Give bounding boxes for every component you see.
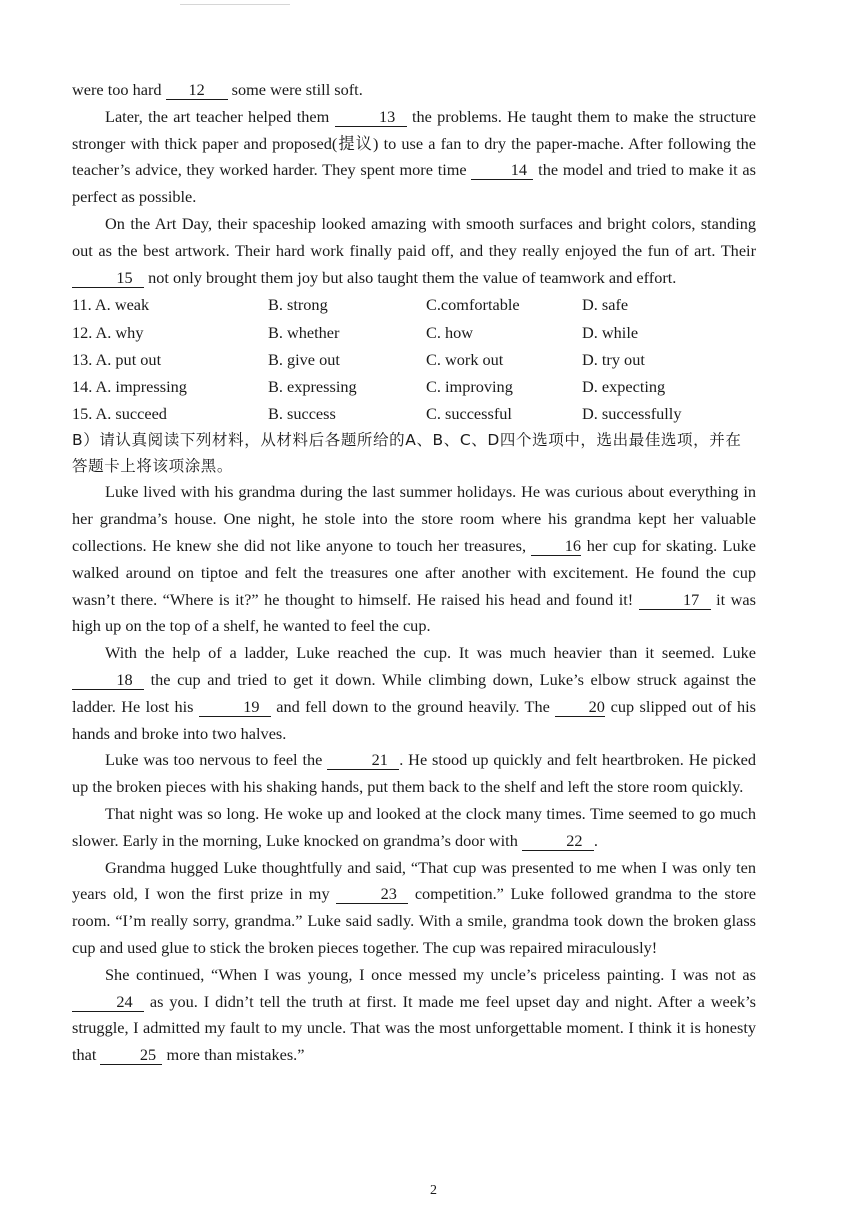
text: Luke was too nervous to feel the [105,750,328,770]
blank-13: 13 [335,107,407,127]
scan-mark [180,4,290,5]
passage-b-paragraph-6 [72,962,756,1069]
option-d: D. safe [582,295,629,315]
text: Later, the art teacher helped them [105,106,335,126]
text: were too hard [72,80,166,99]
text: cup slipped out of his hands and broke into two halves. [72,696,757,743]
text: as you. I didn’t tell the truth at first. It made me feel upset day and night. After a week’s struggle, I admitted my fault to my uncle. That was the most unforgettable moment. I think it is honesty that [72,991,756,1065]
option-d: D. while [582,322,639,342]
text: it was high up on the top of a shelf, he wanted to feel the cup. [72,589,756,636]
text: Grandma hugged Luke thoughtfully and said, “That cup was presented to me when I was only ten years old, I won the first prize in my [72,857,756,904]
text: That night was so long. He woke up and looked at the clock many times. Time seemed to go much slower. Early in the morning, Luke knocked on grandma’s door with [72,803,756,850]
text: competition.” Luke followed grandma to the store room. “I’m really sorry, grandma.” Luke said sadly. With a smile, grandma took down the broken glass cup and used glue to stick the broken pieces together. The cup was repaired miraculously! [72,884,756,957]
option-c: C. successful [426,404,512,424]
passage-a-paragraph-2 [72,104,756,211]
option-c: C. improving [426,376,513,396]
text: She continued, “When I was young, I once messed my uncle’s priceless painting. I was not as [105,964,756,984]
option-a: 15. A. succeed [72,404,167,424]
blank-18: 18 [72,670,144,690]
option-a: 11. A. weak [72,295,150,315]
option-d: D. successfully [582,404,682,424]
blank-14: 14 [471,160,533,180]
text: more than mistakes.” [162,1045,305,1065]
option-a: 14. A. impressing [72,376,187,396]
passage-b-paragraph-5 [72,855,756,962]
text: Luke lived with his grandma during the last summer holidays. He was curious about everything in her grandma’s house. One night, he stole into the store room where his grandma kept her valuable collections. He knew she did not like anyone to touch her treasures, [72,482,756,555]
passage-b-paragraph-4 [72,801,756,855]
page-number: 2 [430,1183,437,1198]
text: . [593,830,598,850]
option-row [72,400,756,427]
text: On the Art Day, their spaceship looked amazing with smooth surfaces and bright colors, standing out as the best artwork. Their hard work finally paid off, and they really enjoyed the fun of art. Their [72,213,756,260]
option-b: B. success [268,404,336,424]
option-row [72,373,756,400]
option-row [72,319,756,346]
passage-b-paragraph-2 [72,640,756,747]
blank-17: 17 [639,590,711,610]
text: the problems. He taught them to make the structure stronger with thick paper and proposed(提议) to use a fan to dry the paper-mache. After following the teacher’s advice, they worked harder. They spent more time [72,106,756,180]
options-list [72,291,756,427]
option-c: C. how [426,322,474,342]
option-d: D. try out [582,349,645,369]
blank-22: 22 [522,831,594,851]
text: some were still soft. [227,80,363,99]
option-b: B. strong [268,295,328,315]
option-row [72,346,756,373]
text: With the help of a ladder, Luke reached the cup. It was much heavier than it seemed. Luke [105,643,756,663]
blank-12: 12 [166,80,228,100]
passage-a-line [72,77,756,104]
option-b: B. give out [268,349,340,369]
option-b: B. expressing [268,376,357,396]
blank-20: 20 [555,697,605,717]
blank-23: 23 [336,884,408,904]
passage-a-paragraph-3 [72,211,756,291]
text: not only brought them joy but also taught them the value of teamwork and effort. [144,267,677,287]
blank-15: 15 [72,268,144,288]
option-a: 12. A. why [72,322,144,342]
text: . He stood up quickly and felt heartbroken. He picked up the broken pieces with his shaking hands, put them back to the shelf and left the store room quickly. [72,750,756,797]
option-c: C. work out [426,349,504,369]
option-b: B. whether [268,322,340,342]
option-c: C.comfortable [426,295,520,315]
passage-b-paragraph-3 [72,747,756,801]
text: the cup and tried to get it down. While climbing down, Luke’s elbow struck against the ladder. He lost his [72,669,756,716]
text: the model and tried to make it as perfect as possible. [72,160,756,207]
page-content [72,77,756,1069]
blank-24: 24 [72,992,144,1012]
blank-19: 19 [199,697,271,717]
passage-b-paragraph-1 [72,479,756,640]
option-row [72,291,756,318]
text: and fell down to the ground heavily. The [270,696,556,716]
blank-25: 25 [100,1045,162,1065]
blank-21: 21 [327,750,399,770]
option-d: D. expecting [582,376,666,396]
text: her cup for skating. Luke walked around on tiptoe and felt the treasures one after another with excitement. He found the cup wasn’t there. “Where is it?” he thought to himself. He raised his head and found it! [72,535,756,609]
blank-16: 16 [531,536,581,556]
option-a: 13. A. put out [72,349,162,369]
section-b-instruction: B）请认真阅读下列材料，从材料后各题所给的A、B、C、D四个选项中，选出最佳选项，并在答题卡上将该项涂黑。 [72,431,742,476]
